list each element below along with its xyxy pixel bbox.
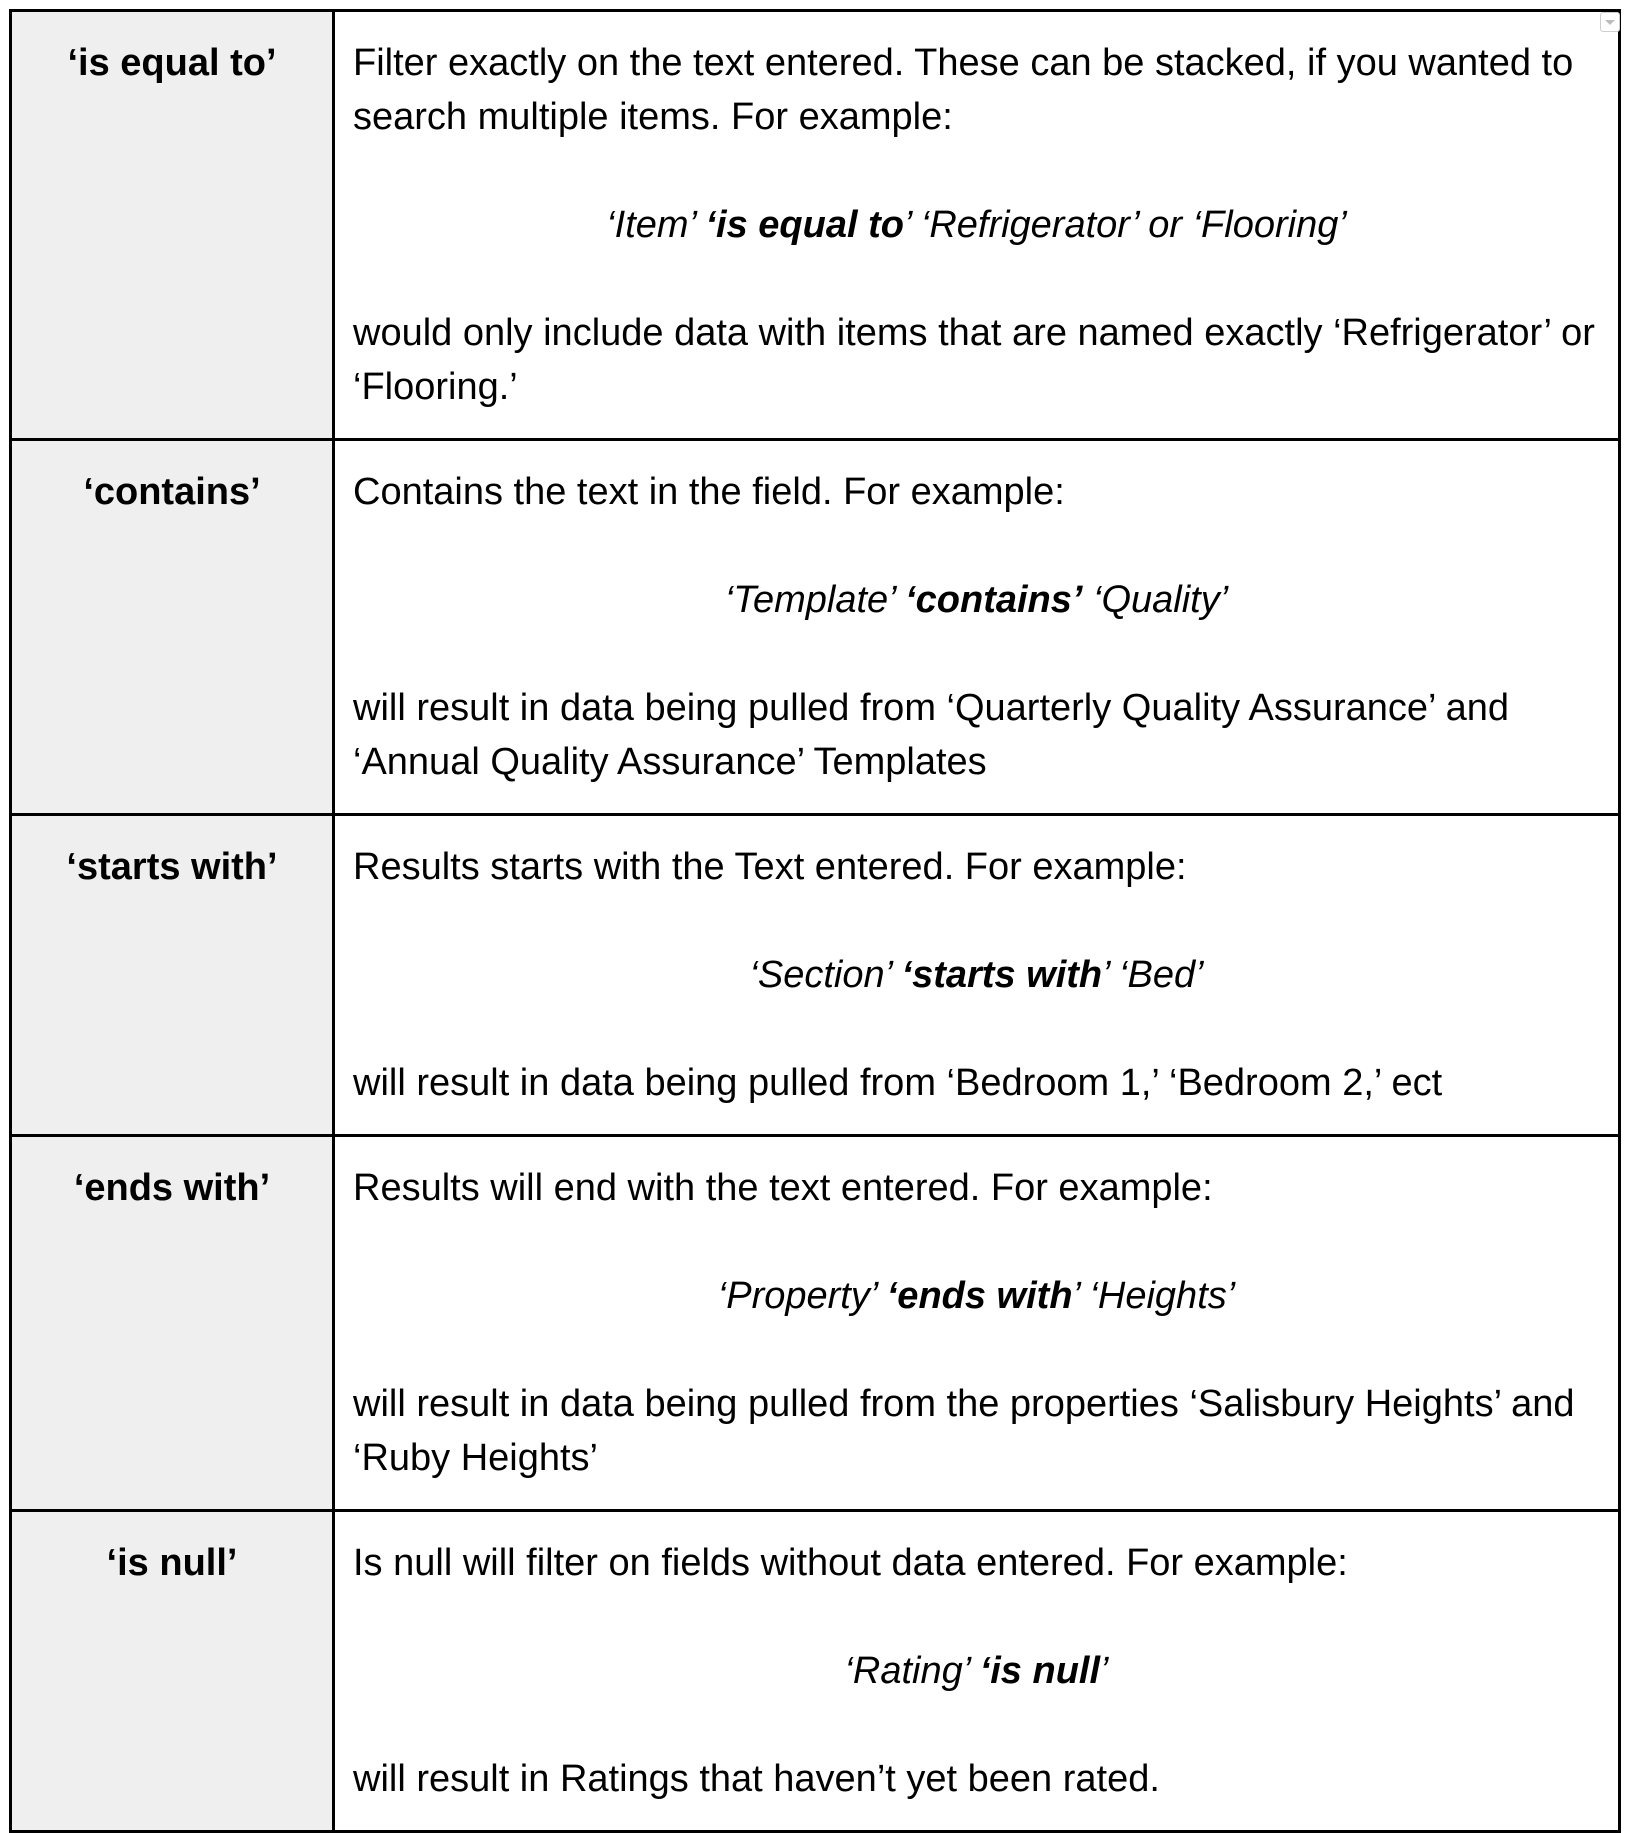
operator-label: ‘contains’ [83, 471, 261, 513]
example-operator-tail: ’ [903, 204, 911, 246]
operator-cell [11, 1511, 334, 1832]
example-value: ‘Quality’ [1082, 579, 1229, 621]
example-operator-tail: ’ [1102, 954, 1109, 996]
table-row [11, 1511, 1620, 1832]
description-cell [334, 1136, 1620, 1511]
example-expression [353, 948, 1600, 1002]
description-result: will result in data being pulled from ‘Bedroom 1,’ ‘Bedroom 2,’ ect [353, 1062, 1443, 1104]
example-operator: ‘is null [979, 1650, 1101, 1692]
operator-label: ‘starts with’ [66, 846, 278, 888]
example-value: ‘Bed’ [1108, 954, 1204, 996]
description-result: will result in data being pulled from the properties ‘Salisbury Heights’ and ‘Ruby Heights’ [353, 1383, 1575, 1479]
description-intro: Contains the text in the field. For example: [353, 471, 1065, 513]
operator-cell [11, 1136, 334, 1511]
table-row [11, 440, 1620, 815]
description-intro: Is null will filter on fields without data entered. For example: [353, 1542, 1348, 1584]
filter-operators-table [9, 9, 1621, 1833]
table-row [11, 11, 1620, 440]
description-cell [334, 1511, 1620, 1832]
example-value: ‘Heights’ [1078, 1275, 1236, 1317]
example-operator-tail: ’ [1100, 1650, 1109, 1692]
description-result: would only include data with items that are named exactly ‘Refrigerator’ or ‘Flooring.’ [353, 312, 1595, 408]
description-cell [334, 11, 1620, 440]
example-operator-tail: ’ [1072, 1275, 1079, 1317]
description-intro: Results will end with the text entered. For example: [353, 1167, 1213, 1209]
operator-label: ‘is null’ [106, 1542, 238, 1584]
example-expression [353, 573, 1600, 627]
example-field: ‘Item’ [606, 204, 706, 246]
description-intro: Results starts with the Text entered. For example: [353, 846, 1187, 888]
table-row [11, 815, 1620, 1136]
example-operator: ‘starts with [901, 954, 1103, 996]
description-result: will result in data being pulled from ‘Quarterly Quality Assurance’ and ‘Annual Quality Assurance’ Templates [353, 687, 1510, 783]
chevron-down-icon[interactable] [1600, 12, 1620, 32]
operator-label: ‘is equal to’ [67, 42, 277, 84]
description-result: will result in Ratings that haven’t yet been rated. [353, 1758, 1160, 1800]
operator-label: ‘ends with’ [73, 1167, 271, 1209]
example-operator: ‘is equal to [705, 204, 904, 246]
example-expression [353, 1644, 1600, 1698]
example-field: ‘Section’ [749, 954, 902, 996]
example-field: ‘Rating’ [844, 1650, 980, 1692]
example-field: ‘Property’ [717, 1275, 887, 1317]
operator-cell [11, 440, 334, 815]
example-field: ‘Template’ [724, 579, 906, 621]
example-expression [353, 1269, 1600, 1323]
example-operator: ‘contains’ [905, 579, 1083, 621]
operator-cell [11, 11, 334, 440]
operator-cell [11, 815, 334, 1136]
table-row [11, 1136, 1620, 1511]
example-operator: ‘ends with [886, 1275, 1073, 1317]
description-cell [334, 440, 1620, 815]
description-cell [334, 815, 1620, 1136]
description-intro: Filter exactly on the text entered. These can be stacked, if you wanted to search multiple items. For example: [353, 42, 1574, 138]
example-value: ‘Refrigerator’ or ‘Flooring’ [910, 204, 1347, 246]
example-expression [353, 198, 1600, 252]
